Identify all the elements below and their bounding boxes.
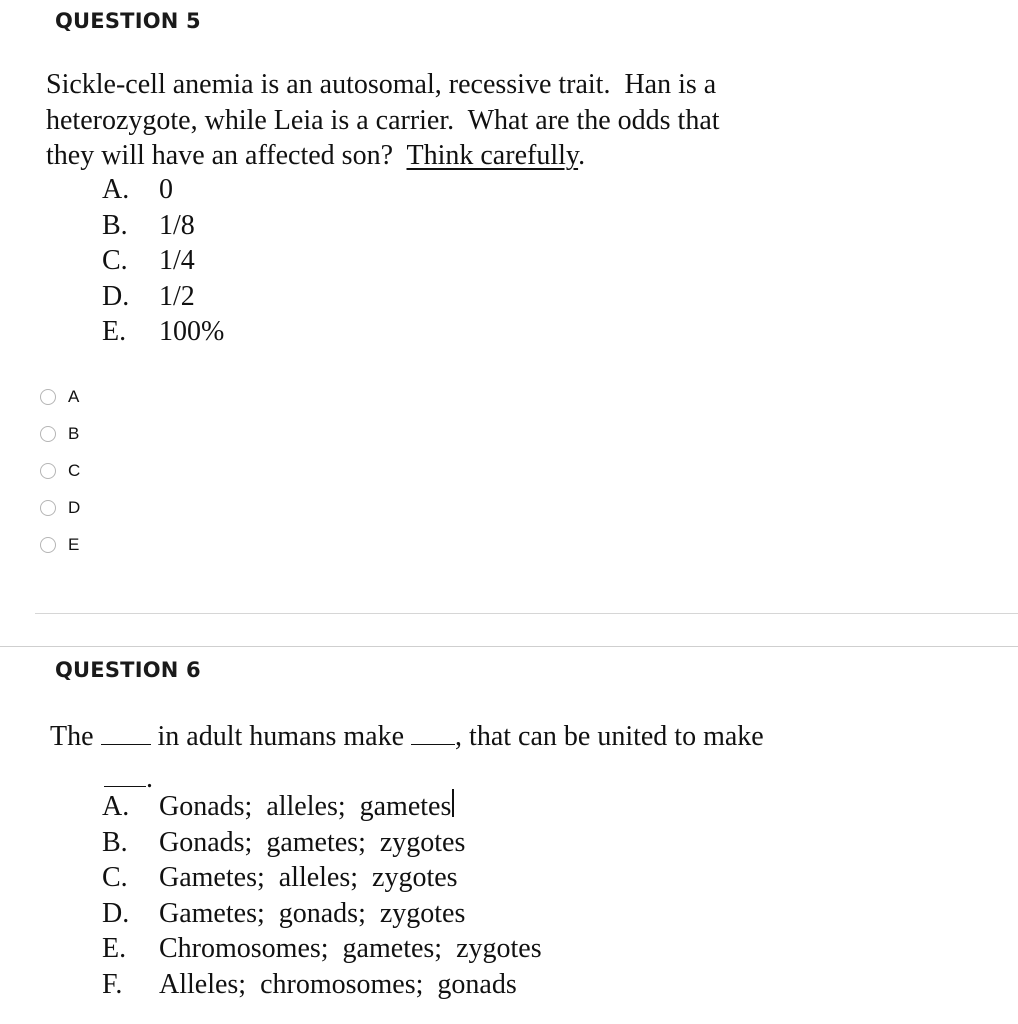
choice-text: Chromosomes; gametes; zygotes: [159, 933, 542, 964]
radio-button-e[interactable]: [40, 537, 56, 553]
choice-letter: F.: [102, 968, 123, 1000]
stem-text-the: The: [50, 721, 101, 752]
choice-letter: B.: [102, 209, 128, 241]
choice-text: Alleles; chromosomes; gonads: [159, 968, 517, 1000]
stem-text-in-adult-humans: in adult humans make: [150, 721, 412, 752]
choice-letter: D.: [102, 280, 130, 312]
think-carefully-emphasis: Think carefully: [406, 140, 579, 171]
choice-letter: E.: [102, 933, 127, 964]
question-5-choice-d: [102, 279, 224, 315]
choice-letter: A.: [102, 174, 130, 205]
choice-letter: E.: [102, 316, 127, 347]
choice-letter: B.: [102, 826, 128, 858]
question-6-title: QUESTION 6: [55, 658, 201, 682]
radio-option-d[interactable]: [40, 489, 80, 526]
radio-label-c[interactable]: C: [68, 460, 81, 480]
question-separator: [0, 646, 1018, 647]
fill-in-blank-3: [104, 768, 146, 787]
question-6-choice-e: [102, 931, 542, 967]
choice-text: Gonads; gametes; zygotes: [159, 826, 466, 858]
question-6-choice-f: [102, 967, 542, 1003]
question-5-choice-c: [102, 243, 224, 279]
radio-label-b[interactable]: B: [68, 423, 80, 443]
question-6-choice-c: [102, 860, 542, 896]
choice-letter: C.: [102, 245, 128, 276]
radio-button-a[interactable]: [40, 389, 56, 405]
choice-text: 1/4: [159, 245, 195, 276]
choice-letter: A.: [102, 791, 130, 822]
question-6-answer-list: [102, 789, 542, 1002]
question-5-stem: [46, 67, 720, 174]
choice-letter: C.: [102, 862, 128, 893]
stem-period: .: [146, 763, 153, 794]
radio-option-e[interactable]: [40, 526, 80, 563]
question-5-stem-period: .: [578, 140, 586, 171]
question-5-bottom-divider: [35, 613, 1018, 614]
radio-option-c[interactable]: [40, 452, 80, 489]
radio-option-a[interactable]: [40, 378, 80, 415]
choice-text: Gonads; alleles; gametes: [159, 791, 452, 822]
question-5-stem-line-1: Sickle-cell anemia is an autosomal, recessive trait. Han is a: [46, 69, 717, 100]
fill-in-blank-1: [101, 726, 151, 745]
question-6-choice-b: [102, 825, 542, 861]
question-5-radio-group: [40, 378, 80, 563]
question-6-choice-d: [102, 896, 542, 932]
text-cursor: [452, 789, 454, 817]
radio-button-d[interactable]: [40, 500, 56, 516]
question-5-stem-line-3-text: they will have an affected son?: [46, 140, 407, 171]
question-5-choice-e: [102, 314, 224, 350]
choice-text: Gametes; alleles; zygotes: [159, 862, 458, 893]
radio-button-c[interactable]: [40, 463, 56, 479]
radio-label-a[interactable]: A: [68, 386, 80, 406]
choice-text: 0: [159, 174, 173, 205]
question-5-answer-list: [102, 172, 224, 350]
choice-text: Gametes; gonads; zygotes: [159, 897, 466, 929]
question-5-stem-line-3: [46, 138, 720, 174]
question-6-stem-line-1: [50, 719, 764, 755]
choice-text: 1/8: [159, 209, 195, 241]
choice-letter: D.: [102, 897, 130, 929]
question-5-stem-line-2: heterozygote, while Leia is a carrier. What are the odds that: [46, 104, 720, 136]
radio-button-b[interactable]: [40, 426, 56, 442]
question-5-choice-a: [102, 172, 224, 208]
choice-text: 100%: [159, 316, 225, 347]
question-6-stem-line-2: [104, 763, 153, 794]
radio-label-d[interactable]: D: [68, 497, 81, 517]
radio-label-e[interactable]: E: [68, 534, 80, 554]
choice-text: 1/2: [159, 280, 195, 312]
radio-option-b[interactable]: [40, 415, 80, 452]
fill-in-blank-2: [411, 726, 455, 745]
question-6-choice-a: [102, 789, 542, 825]
question-5-choice-b: [102, 208, 224, 244]
stem-text-united: , that can be united to make: [455, 721, 764, 752]
question-5-title: QUESTION 5: [55, 9, 201, 33]
